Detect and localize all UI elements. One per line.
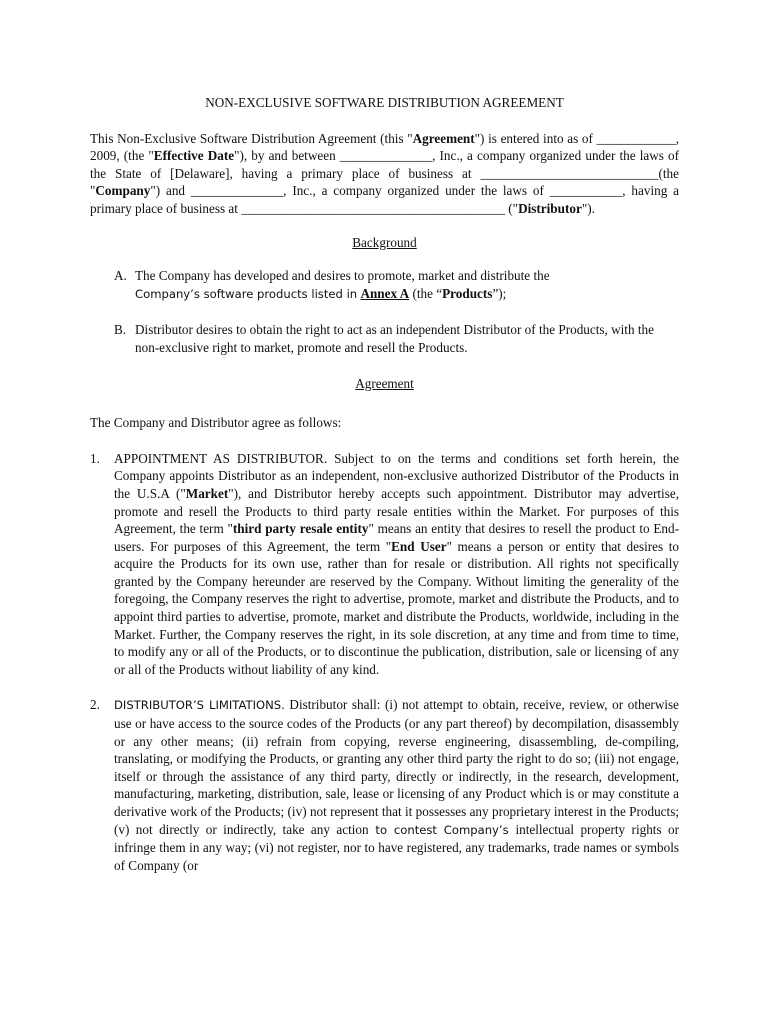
preamble-text-3: "), by and between ______________, Inc., a company organized under the laws of the State of [Delaware], having a primary place of business at ___________________________(the " bbox=[90, 148, 680, 199]
section-1-text bbox=[114, 450, 679, 679]
preamble-paragraph bbox=[90, 130, 679, 218]
market-defined-term: Market bbox=[185, 485, 229, 501]
section-1-text-2: "), and Distributor hereby accepts such appointment. Distributor may advertise, promote and resell the Products to third party resale entities within the Market. For purposes of this Agreement, the term " bbox=[114, 485, 679, 537]
preamble-text-5: "). bbox=[581, 200, 595, 216]
preamble-text-4: ") and ______________, Inc., a company organized under the laws of ___________, having a primary place of business at ________________________________________ (" bbox=[90, 183, 679, 216]
section-1 bbox=[90, 450, 679, 679]
products-defined-term: Products bbox=[442, 285, 493, 301]
section-2-number: 2. bbox=[90, 697, 100, 713]
agreement-intro: The Company and Distributor agree as follows: bbox=[90, 415, 342, 431]
section-1-text-1: APPOINTMENT AS DISTRIBUTOR. Subject to on the terms and conditions set forth herein, the Company appoints Distributor as an independent, non-exclusive authorized Distributor of the Products in the U.S.A (" bbox=[114, 450, 679, 501]
company-defined-term: Company bbox=[95, 183, 151, 199]
annex-a-reference: Annex A bbox=[360, 285, 410, 301]
background-item-b-marker: B. bbox=[114, 322, 127, 338]
section-2-text-1b: to contest Company’s bbox=[368, 822, 516, 837]
effective-date-defined-term: Effective Date bbox=[153, 148, 235, 164]
third-party-resale-entity-term: third party resale entity bbox=[232, 521, 369, 537]
preamble-text-1: This Non-Exclusive Software Distribution Agreement (this " bbox=[90, 130, 413, 146]
section-1-text-4: " means a person or entity that desires to acquire the Products for its own use, rather than for resale or distribution. All rights not specifically granted by the Company hereunder are reserved by the Company. Without limiting the generality of the foregoing, the Company reserves the right to advertise, promote, market and distribute the Products, and to appoint third parties to advertise, promote, market and distribute the Products, worldwide, including in the Market. Further, the Company reserves the right, in its sole discretion, at any time and from time to time, to modify any or all of the Products, or to discontinue the publication, distribution, sale or licensing of any or all of the Products without liability of any kind. bbox=[114, 538, 679, 677]
background-item-b-text: Distributor desires to obtain the right to act as an independent Distributor of the Products, with the non-exclusive right to market, promote and resell the Products. bbox=[135, 322, 654, 355]
background-item-a-text-4: ”); bbox=[492, 285, 507, 301]
section-2-text-2: intellectual property rights or infringe them in any way; (vi) not register, nor to have registered, any trademarks, trade names or symbols of Company (or bbox=[114, 821, 679, 873]
section-2-text bbox=[114, 696, 679, 874]
section-2-heading: DISTRIBUTOR’S LIMITATIONS. bbox=[114, 698, 285, 713]
agreement-defined-term: Agreement bbox=[412, 130, 475, 146]
document-page bbox=[90, 94, 679, 892]
distributor-defined-term: Distributor bbox=[518, 200, 582, 216]
section-1-number: 1. bbox=[90, 450, 100, 466]
background-item-a-line-1: The Company has developed and desires to promote, market and distribute the bbox=[135, 268, 550, 284]
background-heading: Background bbox=[352, 234, 417, 250]
preamble-text-2: ") is entered into as of ____________, 2009, (the " bbox=[90, 130, 679, 164]
background-item-a-text bbox=[135, 267, 679, 303]
section-2-text-1: Distributor shall: (i) not attempt to obtain, receive, review, or otherwise use or have access to the source codes of the Products (or any part thereof) by decompilation, disassembly or any other means; (ii) refrain from copying, reverse engineering, disassembling, de-compiling, translating, or modifying the Products, or granting any other third party the right to do so; (iii) not engage, itself or through the assistance of any third party, directly or indirectly, in the research, development, manufacturing, marketing, distribution, sale, lease or licensing of any Product which is or may constitute a derivative work of the Products; (iv) not represent that it possesses any proprietary interest in the Products; (v) not directly or indirectly, take any action bbox=[114, 697, 679, 837]
document-title: NON-EXCLUSIVE SOFTWARE DISTRIBUTION AGREEMENT bbox=[205, 95, 564, 110]
background-item-a-line-2: Company’s software products listed in bbox=[135, 286, 358, 301]
background-item-b bbox=[114, 321, 679, 356]
section-2 bbox=[90, 696, 679, 874]
agreement-heading: Agreement bbox=[355, 375, 414, 391]
background-item-a-marker: A. bbox=[114, 268, 127, 284]
section-1-text-3: " means an entity that desires to resell the product to End-users. For purposes of this Agreement, the term " bbox=[114, 521, 679, 554]
end-user-defined-term: End User bbox=[391, 538, 447, 554]
background-item-a-text-3: (the “ bbox=[412, 285, 443, 301]
background-item-a bbox=[114, 267, 679, 303]
